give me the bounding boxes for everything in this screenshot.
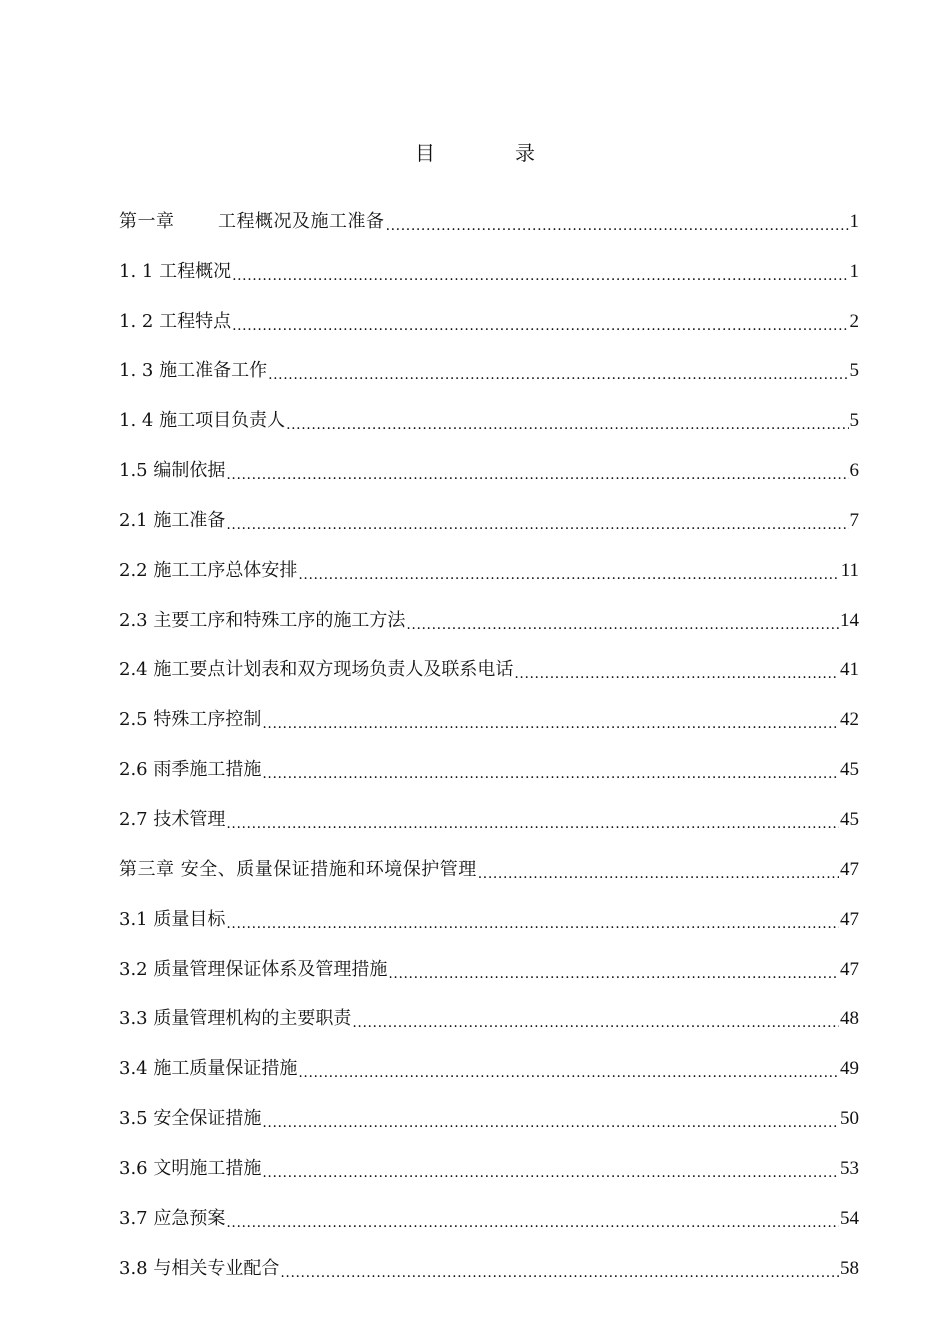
- toc-entry[interactable]: [119, 685, 859, 735]
- toc-entry[interactable]: [119, 237, 859, 287]
- toc-entry[interactable]: [119, 785, 859, 835]
- toc-entry-label: 2.1 施工准备: [119, 509, 226, 531]
- toc-entry-label: 2.5 特殊工序控制: [119, 709, 262, 731]
- toc-entry[interactable]: [119, 1134, 859, 1184]
- toc-leader-dots: [352, 1004, 839, 1034]
- toc-entry-page: 6: [849, 460, 859, 482]
- toc-entry-label: 3.6 文明施工措施: [119, 1157, 262, 1179]
- toc-entry-page: 50: [840, 1108, 859, 1130]
- toc-entry-label: 3.1 质量目标: [119, 908, 226, 930]
- toc-leader-dots: [262, 755, 839, 785]
- toc-entry-page: 47: [840, 958, 859, 980]
- toc-list: [119, 187, 859, 1284]
- toc-leader-dots: [262, 705, 839, 735]
- toc-leader-dots: [262, 1154, 839, 1184]
- toc-entry-label: 3.8 与相关专业配合: [119, 1257, 280, 1279]
- toc-entry-label: 2.7 技术管理: [119, 808, 226, 830]
- toc-entry[interactable]: [119, 287, 859, 337]
- toc-entry[interactable]: [119, 337, 859, 387]
- toc-entry-page: 1: [849, 210, 859, 232]
- toc-leader-dots: [262, 1104, 839, 1134]
- toc-entry-page: 45: [840, 759, 859, 781]
- toc-entry[interactable]: [119, 586, 859, 636]
- toc-entry[interactable]: [119, 885, 859, 935]
- toc-entry-page: 2: [849, 310, 859, 332]
- toc-entry[interactable]: [119, 187, 859, 237]
- toc-entry-label: 2.4 施工要点计划表和双方现场负责人及联系电话: [119, 659, 514, 681]
- toc-entry-page: 58: [840, 1257, 859, 1279]
- toc-entry-page: 14: [840, 609, 859, 631]
- toc-entry-page: 5: [849, 360, 859, 382]
- toc-leader-dots: [232, 307, 848, 337]
- toc-entry[interactable]: [119, 436, 859, 486]
- toc-entry-label: 3.7 应急预案: [119, 1207, 226, 1229]
- toc-entry[interactable]: [119, 536, 859, 586]
- toc-entry-page: 42: [840, 709, 859, 731]
- toc-leader-dots: [226, 1204, 839, 1234]
- toc-entry-page: 47: [840, 858, 859, 880]
- toc-leader-dots: [386, 207, 849, 237]
- toc-leader-dots: [232, 257, 848, 287]
- toc-entry-page: 47: [840, 908, 859, 930]
- toc-entry-page: 1: [849, 260, 859, 282]
- toc-entry[interactable]: [119, 1184, 859, 1234]
- toc-entry-label: 2.6 雨季施工措施: [119, 759, 262, 781]
- toc-entry-page: 54: [840, 1207, 859, 1229]
- toc-entry-label: 3.5 安全保证措施: [119, 1108, 262, 1130]
- toc-entry-label: 2.3 主要工序和特殊工序的施工方法: [119, 609, 406, 631]
- toc-entry-label: 1. 2 工程特点: [119, 310, 232, 332]
- toc-entry-page: 48: [840, 1008, 859, 1030]
- toc-entry-label: 3.3 质量管理机构的主要职责: [119, 1008, 352, 1030]
- toc-leader-dots: [514, 655, 839, 685]
- toc-leader-dots: [478, 855, 839, 885]
- toc-entry[interactable]: [119, 1234, 859, 1284]
- toc-leader-dots: [268, 356, 848, 386]
- toc-entry-label: 1. 1 工程概况: [119, 260, 232, 282]
- toc-leader-dots: [226, 905, 839, 935]
- toc-entry-label: 3.4 施工质量保证措施: [119, 1058, 298, 1080]
- toc-entry-page: 7: [849, 509, 859, 531]
- toc-leader-dots: [298, 556, 839, 586]
- toc-leader-dots: [286, 406, 848, 436]
- toc-entry[interactable]: [119, 1034, 859, 1084]
- toc-leader-dots: [226, 456, 848, 486]
- toc-entry-page: 49: [840, 1058, 859, 1080]
- toc-entry[interactable]: [119, 735, 859, 785]
- toc-entry-page: 41: [840, 659, 859, 681]
- toc-entry-page: 11: [840, 559, 859, 581]
- toc-leader-dots: [298, 1054, 839, 1084]
- toc-leader-dots: [280, 1254, 839, 1284]
- toc-entry-page: 53: [840, 1157, 859, 1179]
- toc-entry-label: 1. 4 施工项目负责人: [119, 410, 286, 432]
- toc-entry[interactable]: [119, 1084, 859, 1134]
- toc-entry[interactable]: [119, 935, 859, 985]
- toc-entry[interactable]: [119, 985, 859, 1035]
- toc-entry-page: 45: [840, 808, 859, 830]
- toc-title-left: 目: [415, 141, 435, 165]
- toc-leader-dots: [388, 955, 839, 985]
- toc-entry[interactable]: [119, 386, 859, 436]
- toc-leader-dots: [226, 805, 839, 835]
- toc-entry-label: 1.5 编制依据: [119, 460, 226, 482]
- toc-title: [0, 138, 950, 168]
- toc-leader-dots: [406, 606, 839, 636]
- toc-entry-page: 5: [849, 410, 859, 432]
- toc-entry-label: 2.2 施工工序总体安排: [119, 559, 298, 581]
- toc-entry[interactable]: [119, 636, 859, 686]
- toc-entry-label: 第一章 工程概况及施工准备: [119, 210, 385, 232]
- toc-entry[interactable]: [119, 835, 859, 885]
- toc-title-right: 录: [515, 141, 535, 165]
- toc-entry-label: 3.2 质量管理保证体系及管理措施: [119, 958, 388, 980]
- toc-leader-dots: [226, 506, 848, 536]
- toc-entry-label: 第三章 安全、质量保证措施和环境保护管理: [119, 858, 477, 880]
- toc-entry[interactable]: [119, 486, 859, 536]
- toc-entry-label: 1. 3 施工准备工作: [119, 360, 268, 382]
